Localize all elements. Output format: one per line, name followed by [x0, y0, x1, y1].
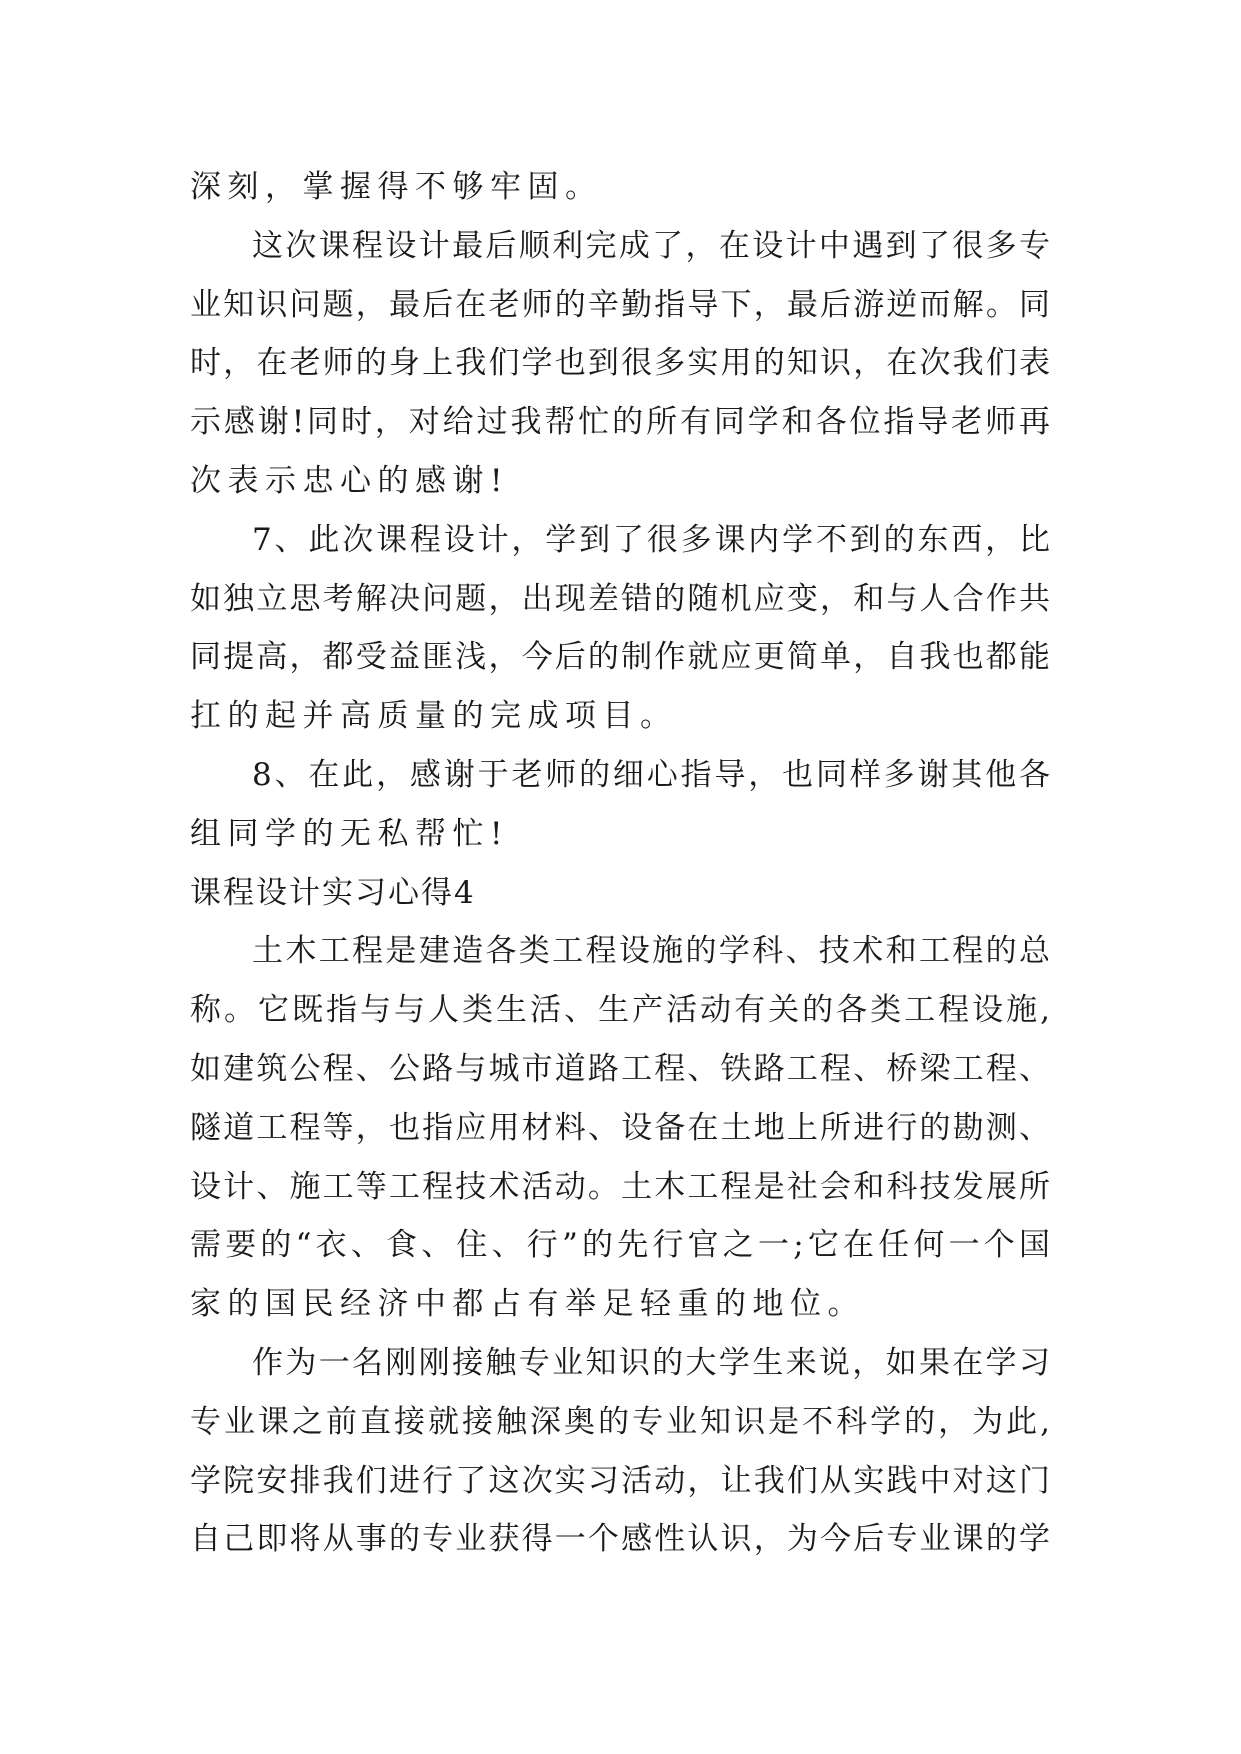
text-line: 作为一名刚刚接触专业知识的大学生来说，如果在学习 — [252, 1344, 1050, 1381]
text-line: 7、此次课程设计，学到了很多课内学不到的东西，比 — [252, 521, 1050, 558]
text-line: 同提高，都受益匪浅，今后的制作就应更简单，自我也都能 — [190, 639, 1050, 676]
text-line: 深刻，掌握得不够牢固。 — [190, 169, 603, 205]
text-line: 业知识问题，最后在老师的辛勤指导下，最后游逆而解。同 — [190, 286, 1050, 323]
text-line: 次表示忠心的感谢! — [190, 462, 509, 499]
text-line: 隧道工程等，也指应用材料、设备在土地上所进行的勘测、 — [190, 1109, 1050, 1146]
text-line: 示感谢!同时，对给过我帮忙的所有同学和各位指导老师再 — [190, 404, 1050, 441]
text-line: 如独立思考解决问题，出现差错的随机应变，和与人合作共 — [190, 580, 1050, 617]
text-line: 组同学的无私帮忙! — [190, 815, 509, 852]
text-line: 需要的“衣、食、住、行”的先行官之一;它在任何一个国 — [190, 1227, 1050, 1264]
text-line: 称。它既指与与人类生活、生产活动有关的各类工程设施, — [190, 992, 1050, 1029]
text-line: 家的国民经济中都占有举足轻重的地位。 — [190, 1286, 865, 1323]
text-line: 如建筑公程、公路与城市道路工程、铁路工程、桥梁工程、 — [190, 1050, 1050, 1087]
text-line: 自己即将从事的专业获得一个感性认识，为今后专业课的学 — [190, 1521, 1050, 1558]
section-heading: 课程设计实习心得4 — [190, 874, 476, 911]
text-line: 扛的起并高质量的完成项目。 — [190, 698, 678, 735]
text-line: 设计、施工等工程技术活动。土木工程是社会和科技发展所 — [190, 1168, 1050, 1205]
text-line: 这次课程设计最后顺利完成了，在设计中遇到了很多专 — [252, 227, 1050, 264]
text-line: 土木工程是建造各类工程设施的学科、技术和工程的总 — [252, 933, 1050, 970]
text-line: 8、在此，感谢于老师的细心指导，也同样多谢其他各 — [252, 756, 1050, 793]
text-line: 学院安排我们进行了这次实习活动，让我们从实践中对这门 — [190, 1462, 1050, 1499]
text-line: 时，在老师的身上我们学也到很多实用的知识，在次我们表 — [190, 345, 1050, 382]
document-page — [190, 158, 1050, 1569]
text-line: 专业课之前直接就接触深奥的专业知识是不科学的，为此, — [190, 1403, 1050, 1440]
